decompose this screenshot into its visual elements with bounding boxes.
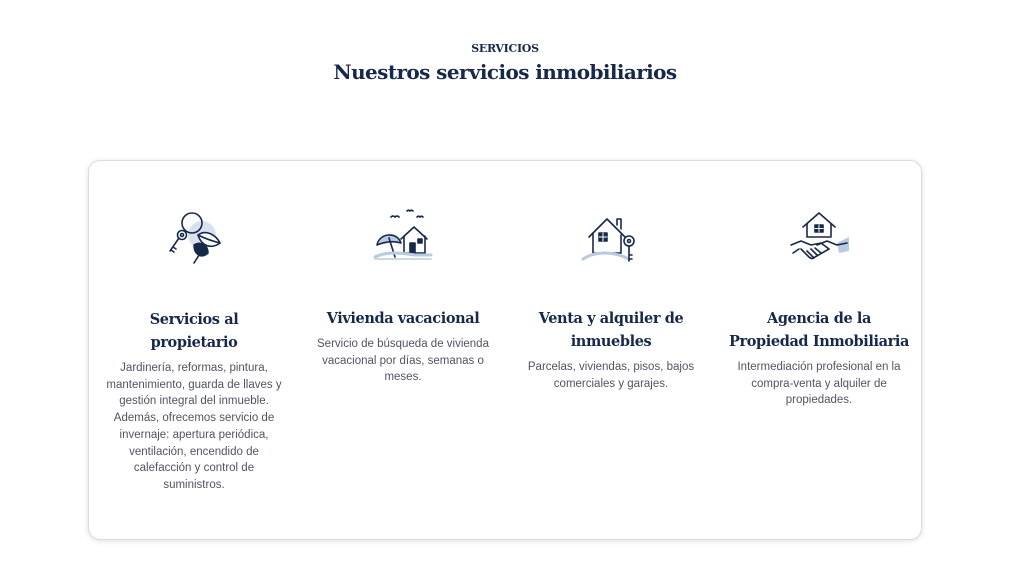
- services-card: [88, 160, 922, 540]
- service-description: Jardinería, reformas, pintura, mantenimiento, guarda de llaves y gestión integral del inmueble. Además, ofrecemos servicio de invernaje: apertura periódica, ventilación, encendido de calefacción y control de suministros.: [106, 362, 282, 491]
- service-title: Vivienda vacacional: [326, 310, 480, 327]
- handshake-house-icon: [787, 205, 851, 269]
- service-title: Venta y alquiler de inmuebles: [538, 310, 684, 350]
- service-description: Intermediación profesional en la compra-venta y alquiler de propiedades.: [737, 361, 901, 407]
- eyebrow-label: SERVICIOS: [471, 42, 539, 55]
- section-title: Nuestros servicios inmobiliarios: [333, 60, 677, 84]
- beach-house-icon: [371, 205, 435, 269]
- house-key-icon: [579, 205, 643, 269]
- keys-leaf-icon: [162, 205, 226, 269]
- service-description: Servicio de búsqueda de vivienda vacacional por días, semanas o meses.: [317, 338, 489, 384]
- service-title: Agencia de la Propiedad Inmobiliaria: [729, 310, 909, 350]
- service-title: Servicios al propietario: [149, 311, 239, 351]
- service-description: Parcelas, viviendas, pisos, bajos comerciales y garajes.: [527, 361, 695, 390]
